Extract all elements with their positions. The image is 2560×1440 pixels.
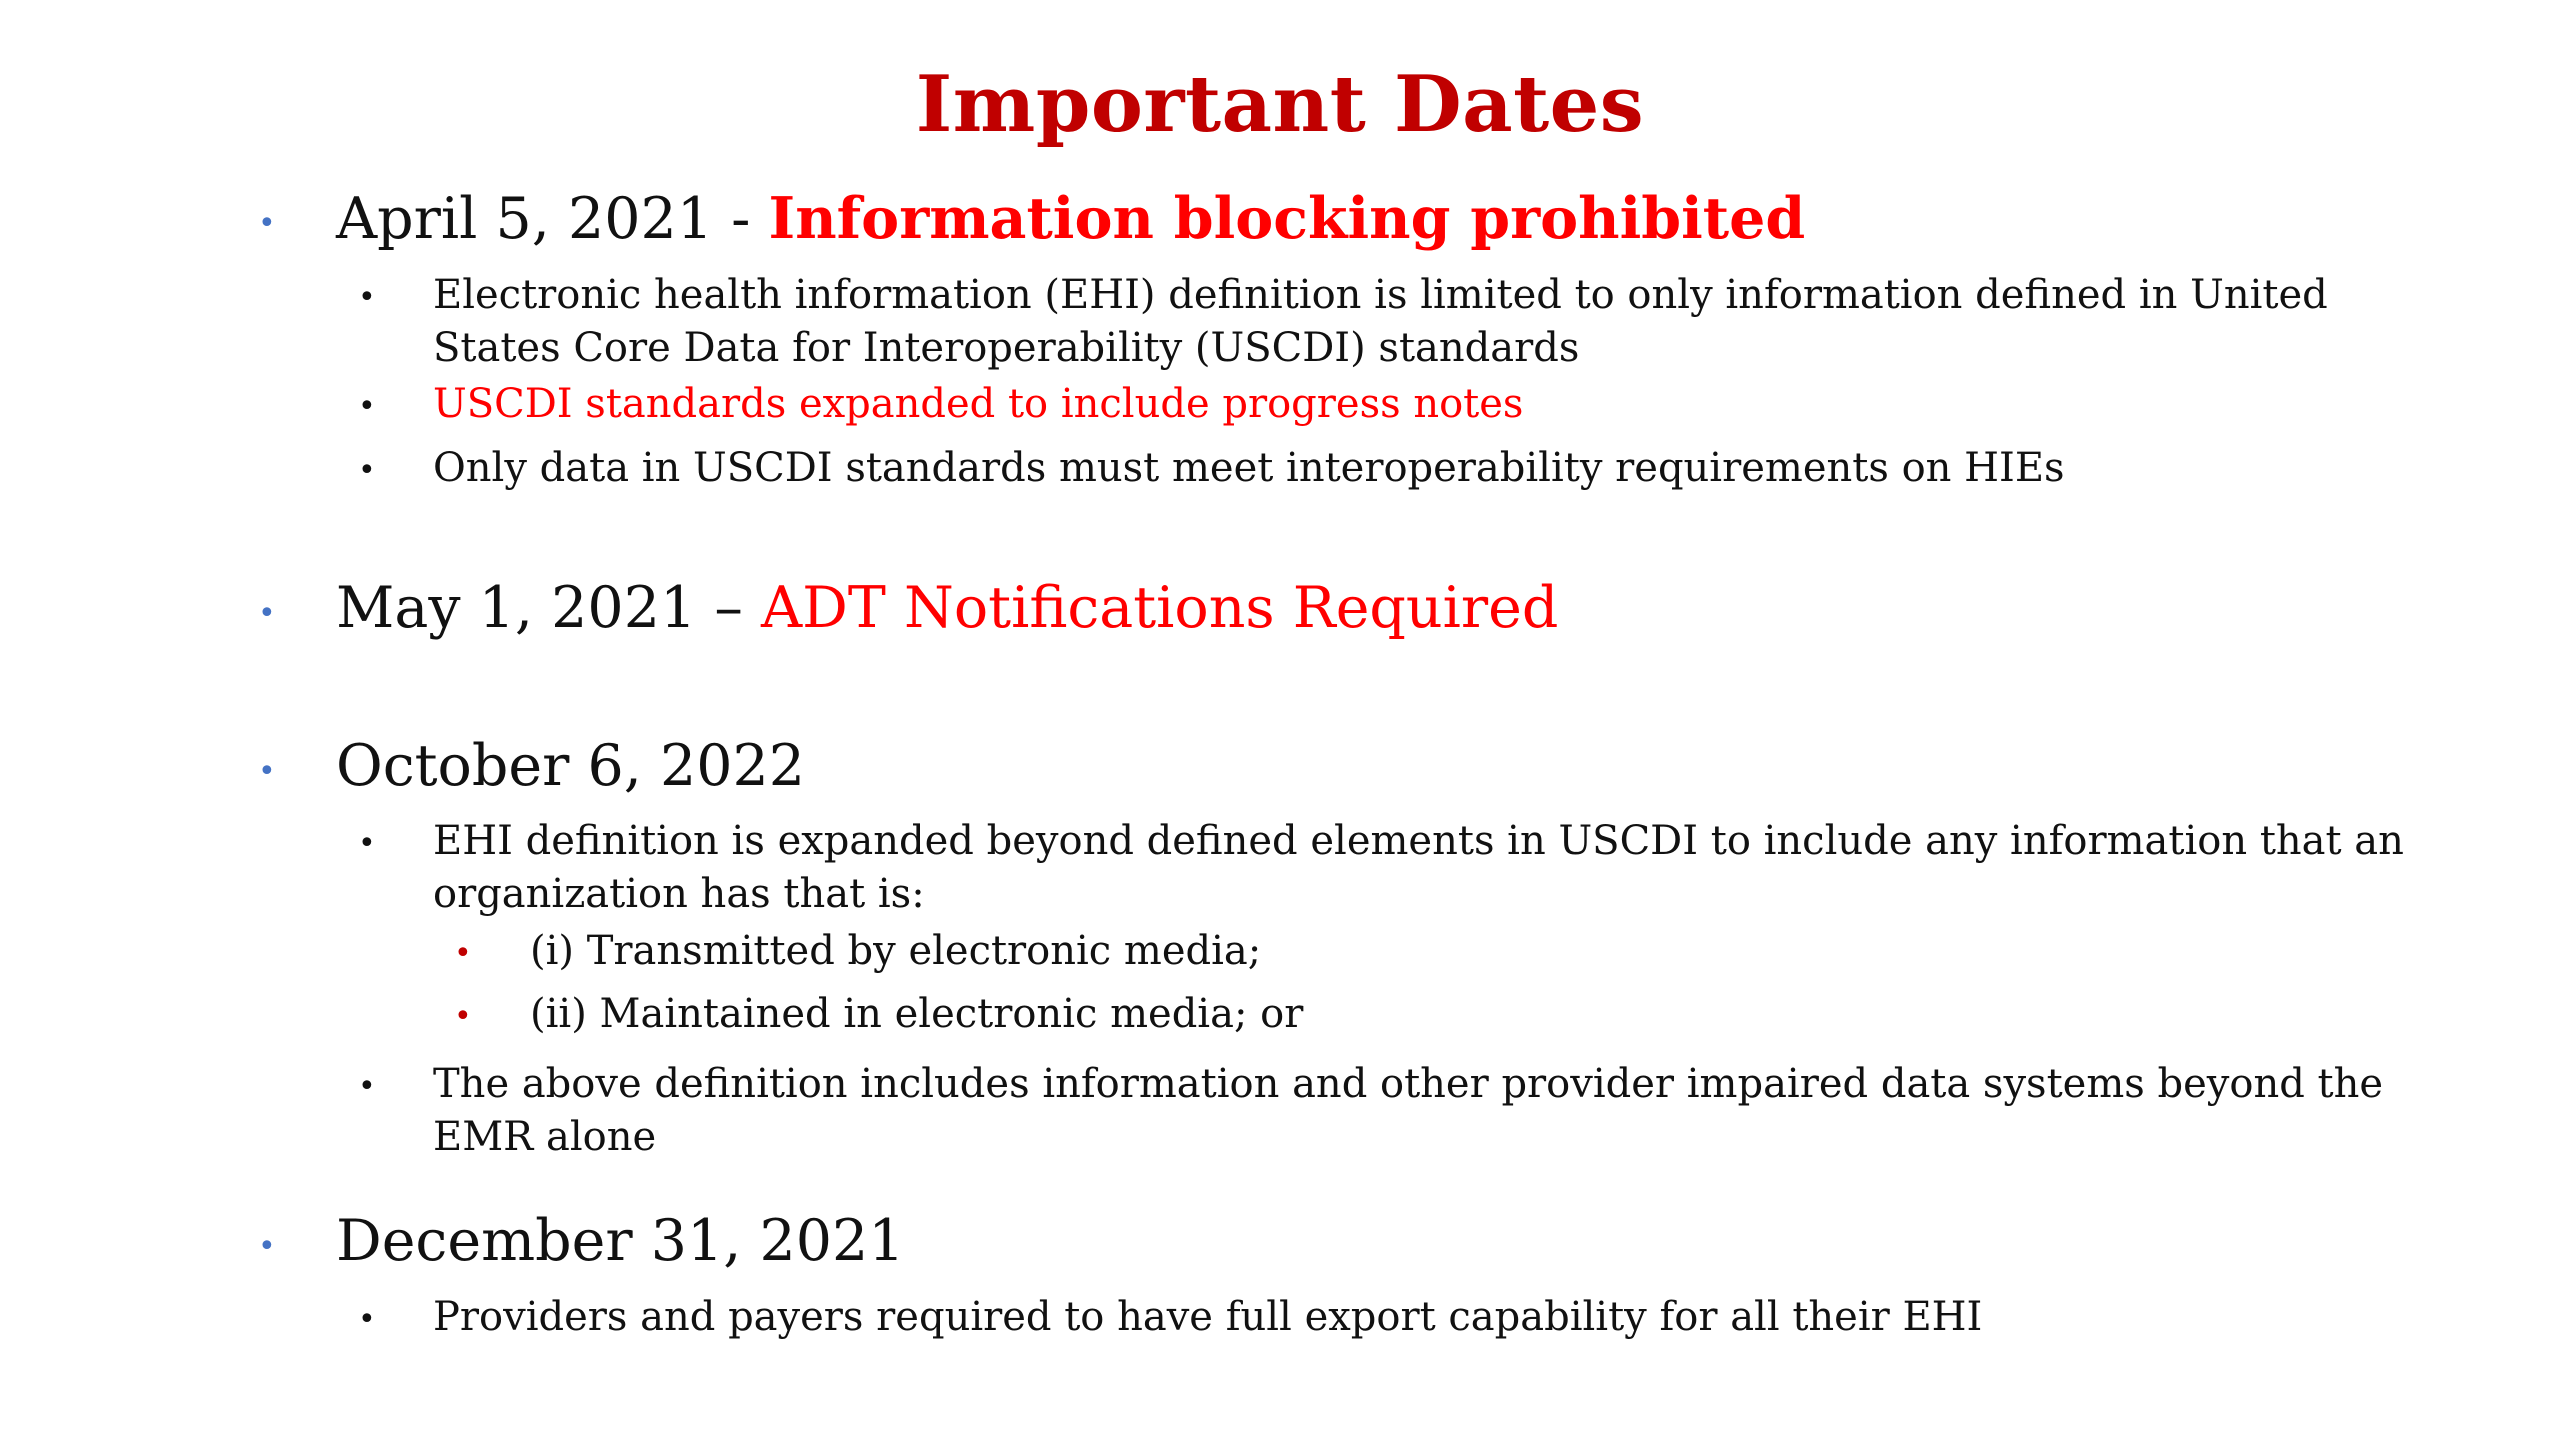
list-item: The above definition includes information and other provider impaired data systems beyond the EMR alone [433,1061,2384,1160]
section-bullet-icon: • [258,754,276,789]
section-headline: ADT Notifications Required [760,575,1559,641]
subitem-bullet-icon: • [454,999,472,1034]
sub-list-item: (i) Transmitted by electronic media; [530,928,1262,974]
item-bullet-icon: • [358,453,376,488]
list-item: Only data in USCDI standards must meet interoperability requirements on HIEs [433,445,2065,491]
section-heading-october [336,733,806,799]
section-separator: – [696,575,761,641]
section-heading-april [336,185,1806,252]
section-date: April 5, 2021 [336,186,714,252]
section-date: October 6, 2022 [336,733,806,799]
list-item: Electronic health information (EHI) definition is limited to only information defined in United States Core Data for Interoperability (USCDI) standards [433,272,2328,371]
list-item: USCDI standards expanded to include progress notes [433,381,1524,427]
list-item: Providers and payers required to have full export capability for all their EHI [433,1294,1983,1340]
slide-title: Important Dates [915,59,1645,150]
item-bullet-icon: • [358,826,376,861]
section-bullet-icon: • [258,596,276,631]
section-bullet-icon: • [258,206,276,241]
section-heading-december [336,1208,905,1274]
item-bullet-icon: • [358,1069,376,1104]
section-separator: - [713,186,769,252]
item-bullet-icon: • [358,1302,376,1337]
section-bullet-icon: • [258,1229,276,1264]
sub-list-item: (ii) Maintained in electronic media; or [530,991,1304,1037]
item-bullet-icon: • [358,389,376,424]
subitem-bullet-icon: • [454,936,472,971]
list-item: EHI definition is expanded beyond defined elements in USCDI to include any information that an organization has that is: [433,818,2404,917]
section-heading-may [336,575,1559,641]
section-date: May 1, 2021 [336,575,697,641]
item-bullet-icon: • [358,280,376,315]
section-headline: Information blocking prohibited [768,185,1806,252]
section-date: December 31, 2021 [336,1208,905,1274]
